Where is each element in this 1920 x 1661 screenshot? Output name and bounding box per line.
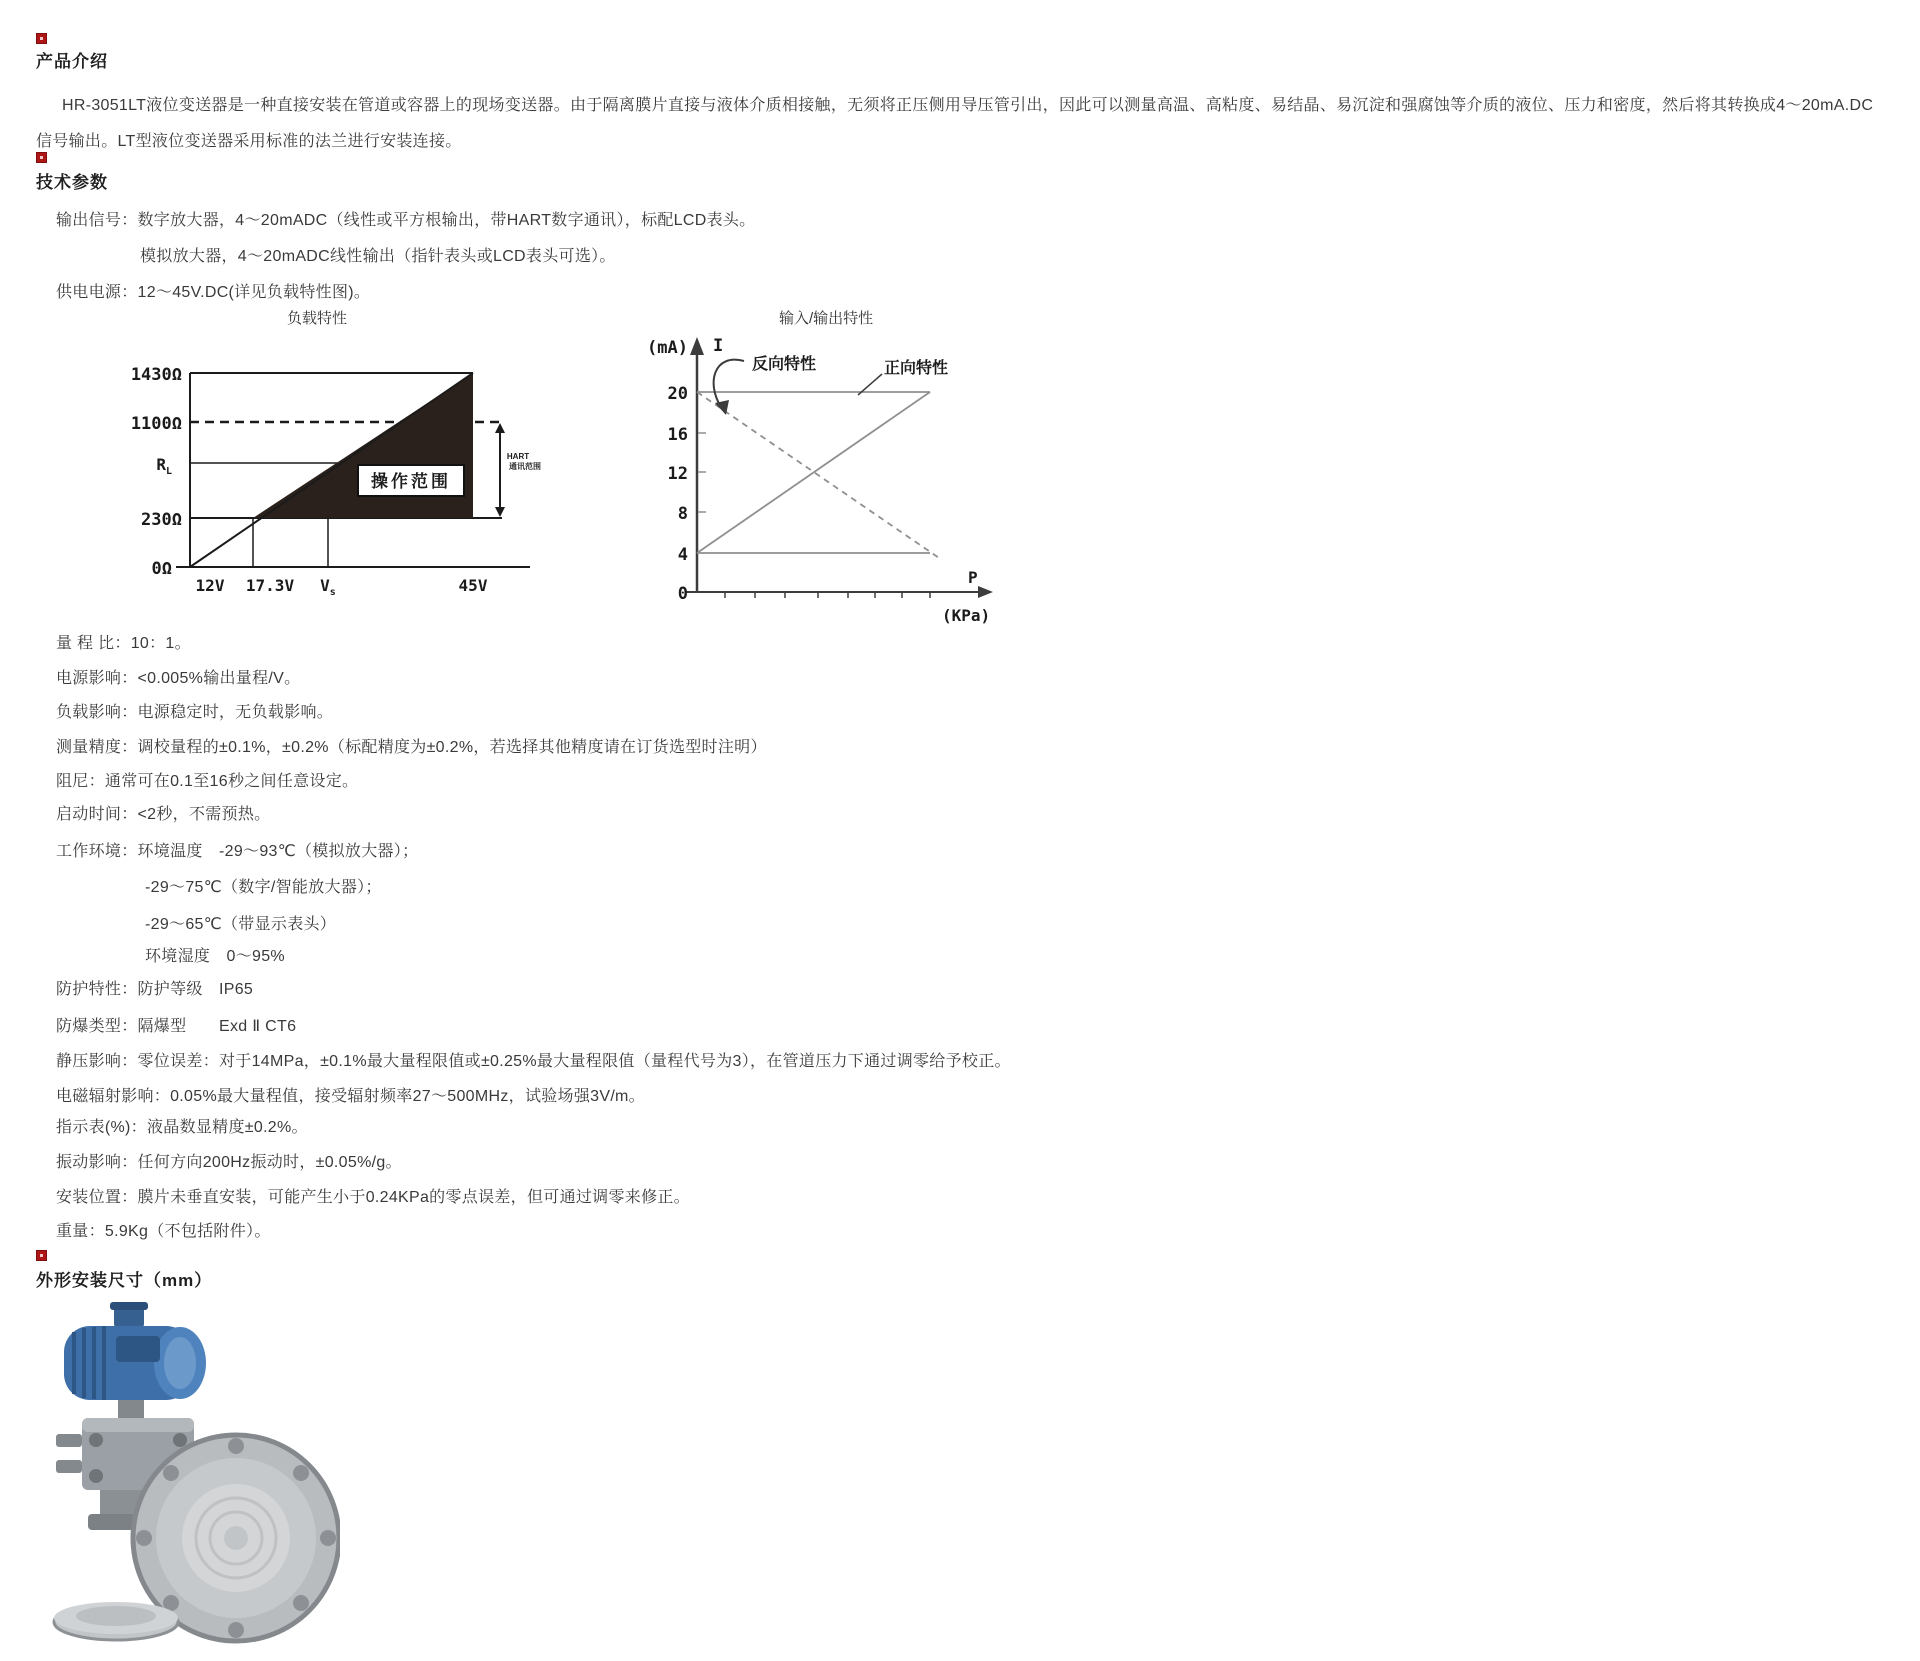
tech-line: 输出信号：数字放大器，4～20mADC（线性或平方根输出，带HART数字通讯），标配LCD表头。: [56, 212, 756, 229]
ytick-1100: 1100Ω: [130, 414, 182, 434]
ytick-8: 8: [677, 504, 688, 524]
section-title-tech: 技术参数: [36, 173, 108, 192]
reverse-annotation-arrow: [714, 360, 744, 407]
reverse-label: 反向特性: [752, 356, 817, 373]
spec-line: 重量：5.9Kg（不包括附件）。: [56, 1223, 271, 1240]
xtick-12v: 12V: [195, 576, 225, 595]
spec-line: 安装位置：膜片未垂直安装，可能产生小于0.24KPa的零点误差，但可通过调零来修正。: [56, 1189, 690, 1206]
neck: [118, 1400, 144, 1418]
top-plug-cap: [110, 1302, 148, 1310]
section-marker-icon: [36, 152, 47, 163]
forward-label: 正向特性: [884, 360, 949, 377]
spec-line: 阻尼：通常可在0.1至16秒之间任意设定。: [56, 773, 359, 790]
io-chart-title: 输入/输出特性: [779, 310, 874, 327]
valve-stub: [56, 1460, 82, 1473]
xtick-vs: $V_s$: [320, 576, 336, 598]
load-chart-title: 负载特性: [287, 310, 348, 327]
ytick-16: 16: [667, 425, 688, 445]
manifold-top-face: [82, 1418, 194, 1432]
intro-paragraph-line1: HR-3051LT液位变送器是一种直接安装在管道或容器上的现场变送器。由于隔离膜片直接与液体介质相接触，无须将正压侧用导压管引出，因此可以测量高温、高粘度、易结晶、易沉淀和强腐蚀等介质的液位、压力和密度，然后将其转换成4～20mA.DC: [62, 97, 1874, 114]
valve-stub: [56, 1434, 82, 1447]
spec-line: 防护特性：防护等级 IP65: [56, 981, 254, 998]
x-axis-letter: P: [968, 568, 978, 587]
ytick-12: 12: [667, 464, 688, 484]
housing-end-cap-face: [164, 1337, 196, 1389]
section-title-intro: 产品介绍: [36, 52, 108, 71]
mounting-flange-edge: [54, 1602, 178, 1640]
section-marker-icon: [36, 33, 47, 44]
bolt: [89, 1433, 103, 1447]
section-marker-icon: [36, 1250, 47, 1261]
xtick-17v: 17.3V: [245, 576, 295, 595]
spec-line: 测量精度：调校量程的±0.1%，±0.2%（标配精度为±0.2%，若选择其他精度请在订货选型时注明）: [56, 739, 767, 756]
tech-line: 供电电源：12～45V.DC(详见负载特性图)。: [56, 284, 371, 301]
y-axis-letter: I: [713, 336, 724, 356]
intro-paragraph-line2: 信号输出。LT型液位变送器采用标准的法兰进行安装连接。: [36, 133, 462, 150]
io-characteristic-chart: [530, 255, 1010, 633]
y-axis-ticks: [698, 433, 706, 512]
arrow-up-icon: [690, 337, 704, 355]
xtick-45v: 45V: [458, 576, 488, 595]
spec-line: 量 程 比：10：1。: [56, 635, 191, 652]
reverse-characteristic-line: [697, 392, 942, 560]
spec-line: 工作环境：环境温度 -29～93℃（模拟放大器）；: [56, 843, 419, 860]
spec-line: 电源影响：<0.005%输出量程/V。: [56, 670, 301, 687]
spec-line: 启动时间：<2秒，不需预热。: [56, 806, 271, 823]
bolt: [173, 1433, 187, 1447]
arrow-up-icon: [495, 423, 505, 433]
operating-range-label: 操作范围: [371, 472, 451, 491]
spec-line: 负载影响：电源稳定时，无负载影响。: [56, 704, 334, 721]
arrow-down-icon: [495, 507, 505, 517]
spec-line: 环境湿度 0～95%: [145, 948, 285, 965]
forward-characteristic-line: [697, 392, 930, 553]
ytick-230: 230Ω: [141, 510, 182, 530]
tech-line: 模拟放大器，4～20mADC线性输出（指针表头或LCD表头可选）。: [140, 248, 616, 265]
spec-line: 振动影响：任何方向200Hz振动时，±0.05%/g。: [56, 1154, 402, 1171]
x-unit-label: (KPa): [942, 606, 991, 625]
bolt: [89, 1469, 103, 1483]
load-characteristic-chart: [110, 353, 570, 618]
hart-label-line1: HART: [506, 452, 530, 461]
y-unit-label: (mA): [647, 338, 688, 358]
product-photo: [30, 1300, 340, 1655]
ytick-1430: 1430Ω: [130, 365, 182, 385]
spec-line: -29～65℃（带显示表头）: [145, 916, 337, 933]
ytick-4: 4: [677, 545, 688, 565]
spec-line: 电磁辐射影响：0.05%最大量程值，接受辐射频率27～500MHz，试验场强3V/m。: [56, 1088, 645, 1105]
housing-label-plate: [116, 1336, 160, 1362]
spec-line: 防爆类型：隔爆型 Exd Ⅱ CT6: [56, 1018, 297, 1035]
arrow-right-icon: [978, 586, 993, 598]
spec-line: -29～75℃（数字/智能放大器）；: [145, 879, 382, 896]
spec-line: 静压影响：零位误差：对于14MPa，±0.1%最大量程限值或±0.25%最大量程限值（量程代号为3），在管道压力下通过调零给予校正。: [56, 1053, 1011, 1070]
ytick-0: 0: [677, 584, 688, 604]
ytick-0: 0Ω: [151, 559, 172, 579]
section-title-dimensions: 外形安装尺寸（mm）: [36, 1271, 213, 1290]
spec-line: 指示表(%)：液晶数显精度±0.2%。: [56, 1119, 308, 1136]
ytick-20: 20: [667, 384, 688, 404]
ytick-rl: $R_L$: [156, 455, 172, 477]
hart-label-line2: 通讯范围: [509, 462, 541, 471]
